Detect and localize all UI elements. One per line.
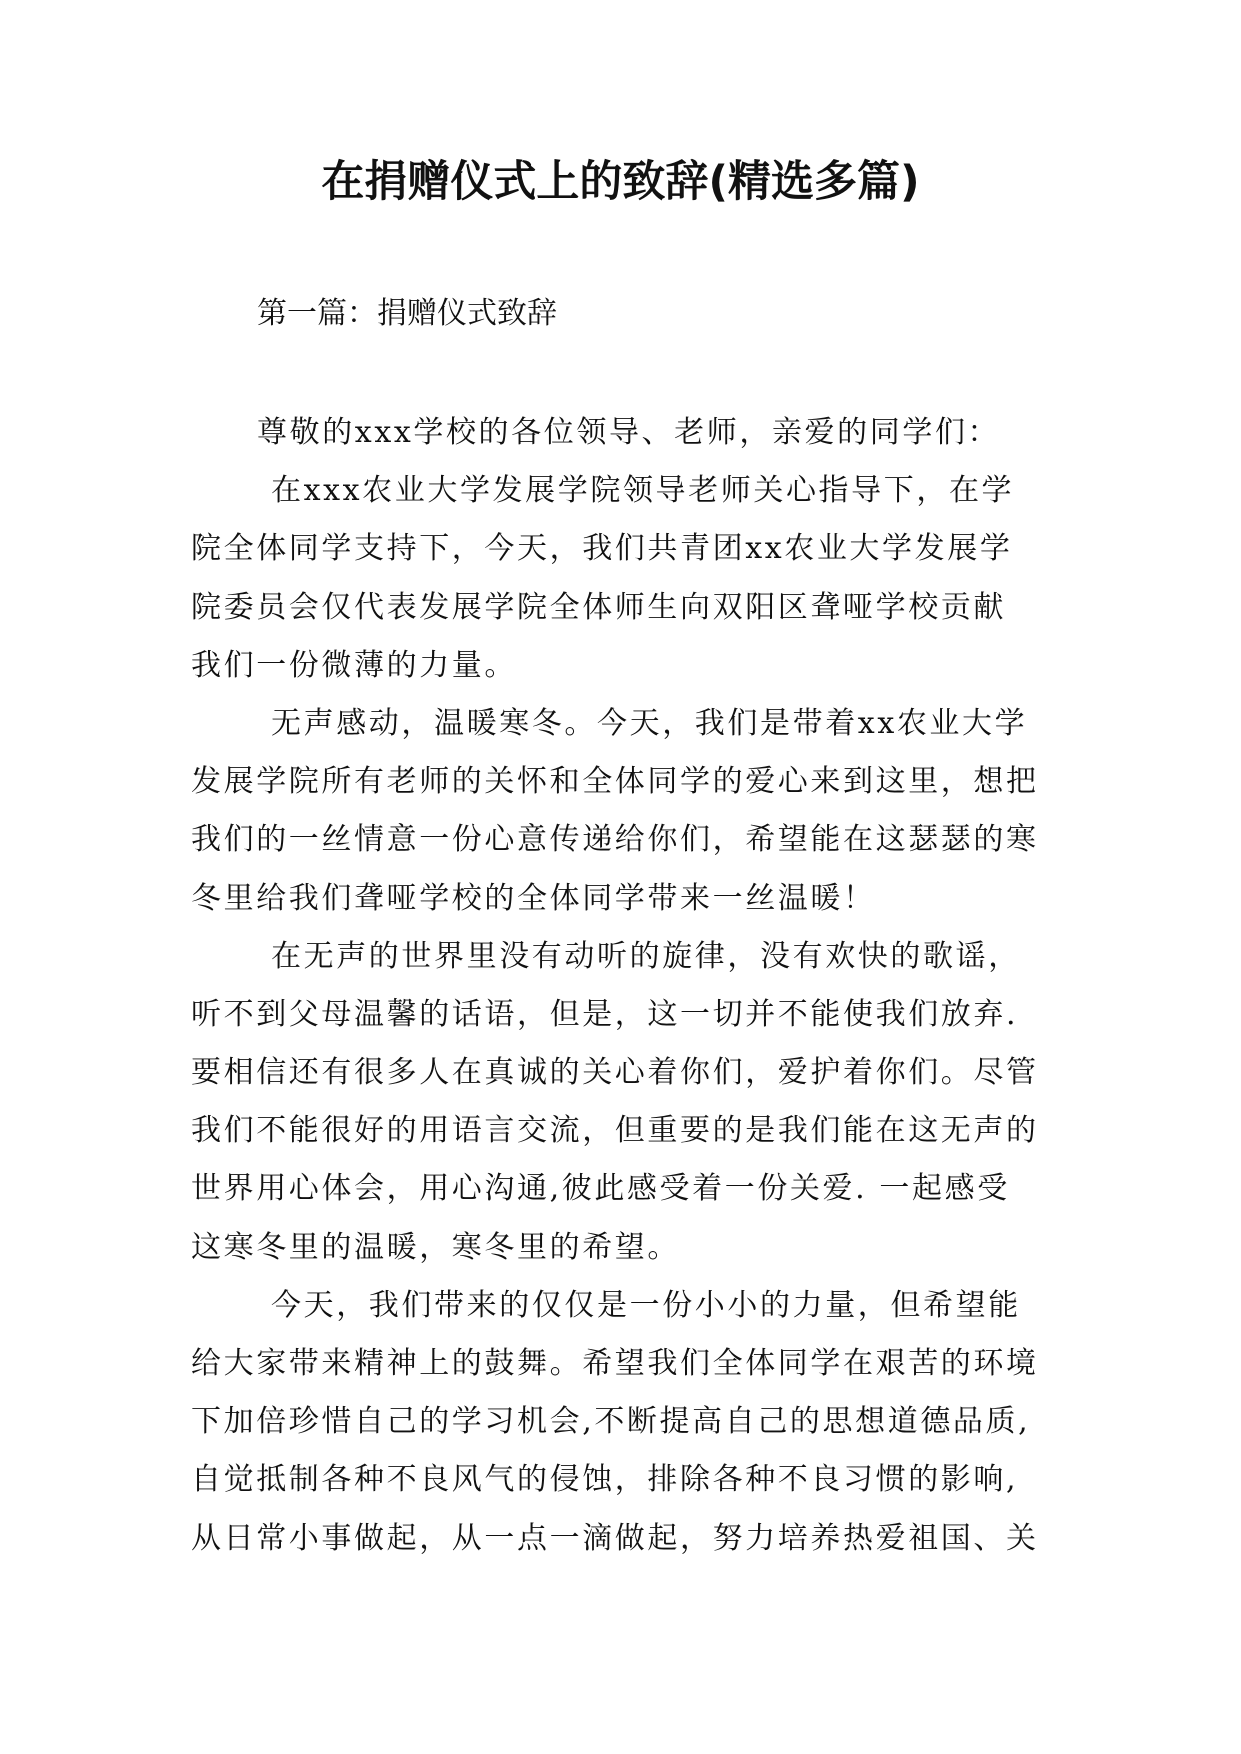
text-line: 尊敬的xxx学校的各位领导、老师，亲爱的同学们： <box>257 415 1001 450</box>
text-line: 发展学院所有老师的关怀和全体同学的爱心来到这里，想把 <box>191 764 1039 800</box>
body-text <box>191 404 1059 1568</box>
text-line: 院全体同学支持下，今天，我们共青团xx农业大学发展学 <box>191 531 1013 567</box>
section-heading: 第一篇：捐赠仪式致辞 <box>257 296 557 331</box>
text-line: 听不到父母温馨的话语，但是，这一切并不能使我们放弃. <box>191 996 1019 1032</box>
text-line: 院委员会仅代表发展学院全体师生向双阳区聋哑学校贡献 <box>191 589 1006 625</box>
text-line: 从日常小事做起，从一点一滴做起，努力培养热爱祖国、关 <box>191 1520 1039 1556</box>
text-line: 世界用心体会，用心沟通,彼此感受着一份关爱. 一起感受 <box>191 1171 1010 1207</box>
text-line: 在xxx农业大学发展学院领导老师关心指导下，在学 <box>271 473 1015 509</box>
text-line: 无声感动，温暖寒冬。今天，我们是带着xx农业大学 <box>271 705 1028 741</box>
text-line: 我们一份微薄的力量。 <box>191 647 517 683</box>
text-line: 今天，我们带来的仅仅是一份小小的力量，但希望能 <box>271 1287 1021 1323</box>
text-line: 我们的一丝情意一份心意传递给你们，希望能在这瑟瑟的寒 <box>191 822 1039 858</box>
text-line: 在无声的世界里没有动听的旋律，没有欢快的歌谣， <box>271 938 1021 974</box>
text-line: 下加倍珍惜自己的学习机会,不断提高自己的思想道德品质, <box>191 1404 1031 1440</box>
text-line: 冬里给我们聋哑学校的全体同学带来一丝温暖！ <box>191 880 876 916</box>
text-line: 自觉抵制各种不良风气的侵蚀，排除各种不良习惯的影响, <box>191 1462 1019 1498</box>
text-line: 要相信还有很多人在真诚的关心着你们，爱护着你们。尽管 <box>191 1055 1039 1091</box>
text-line: 给大家带来精神上的鼓舞。希望我们全体同学在艰苦的环境 <box>191 1346 1039 1381</box>
text-line: 这寒冬里的温暖，寒冬里的希望。 <box>191 1229 680 1265</box>
text-line: 我们不能很好的用语言交流，但重要的是我们能在这无声的 <box>191 1113 1039 1149</box>
document-title: 在捐赠仪式上的致辞(精选多篇) <box>321 157 920 207</box>
